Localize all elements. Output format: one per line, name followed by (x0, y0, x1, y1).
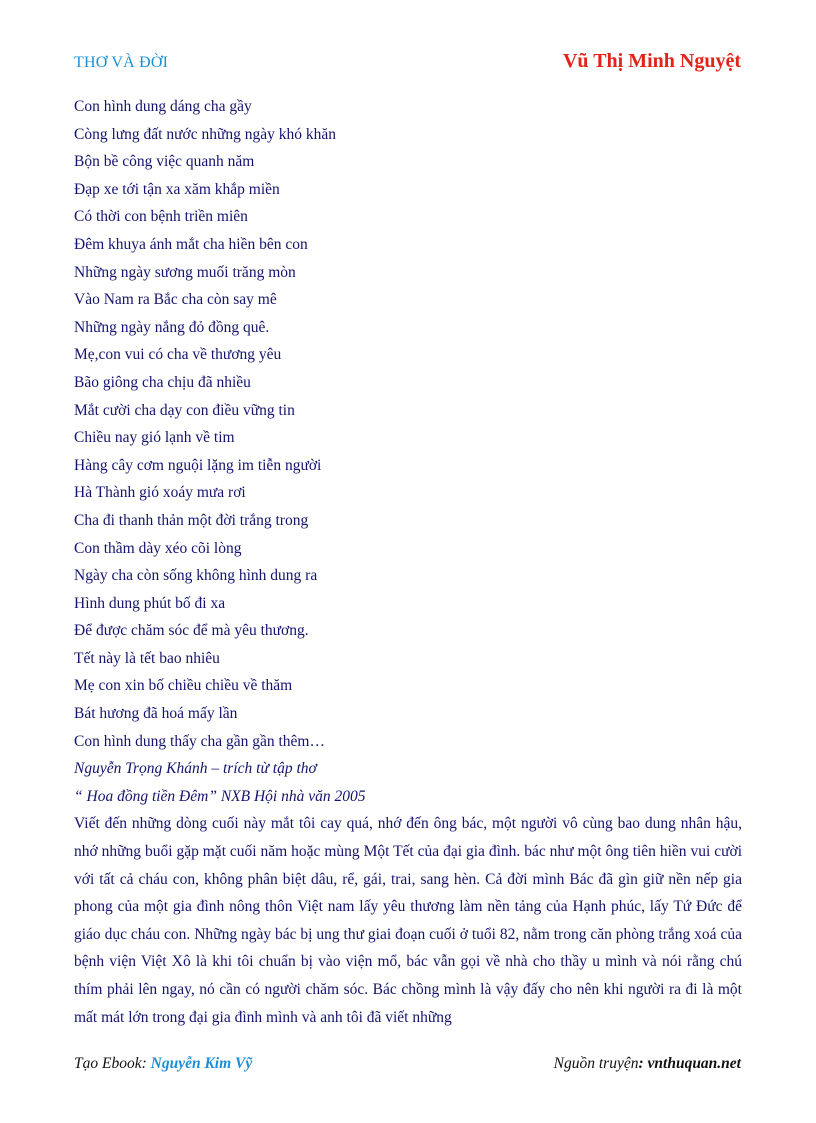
poem-line: Bộn bề công việc quanh năm (74, 153, 255, 171)
poem-line: Hình dung phút bố đi xa (74, 594, 226, 612)
poem-line: Những ngày nắng đỏ đồng quê. (74, 318, 270, 336)
poem (74, 93, 742, 755)
poem-line: Con thầm dày xéo cõi lòng (74, 539, 242, 557)
author-name: Vũ Thị Minh Nguyệt (562, 50, 741, 72)
poem-credit-author: Nguyễn Trọng Khánh – trích từ tập thơ (74, 760, 317, 778)
source-label: Nguồn truyện (553, 1055, 639, 1072)
poem-line: Con hình dung thấy cha gần gần thêm… (74, 732, 325, 750)
poem-line: Tết này là tết bao nhiêu (74, 649, 220, 667)
poem-line: Để được chăm sóc để mà yêu thương. (74, 622, 309, 640)
source-credit (554, 1055, 741, 1073)
poem-line: Bát hương đã hoá mấy lần (74, 705, 238, 723)
page-footer (74, 1055, 741, 1077)
poem-line: Đêm khuya ánh mắt cha hiền bên con (74, 235, 308, 253)
poem-credit-source: “ Hoa đồng tiền Đêm” NXB Hội nhà văn 2005 (74, 787, 366, 805)
poem-line: Mắt cười cha dạy con điều vững tin (74, 401, 295, 419)
ebook-label: Tạo Ebook (74, 1055, 142, 1072)
poem-line: Bão giông cha chịu đã nhiều (74, 373, 251, 391)
poem-line: Mẹ,con vui có cha về thương yêu (74, 346, 282, 364)
page-header (74, 50, 741, 76)
section-title: THƠ VÀ ĐỜI (74, 54, 169, 71)
poem-line: Hàng cây cơm nguội lặng im tiễn người (74, 456, 322, 474)
page-content (74, 93, 742, 1031)
poem-line: Còng lưng đất nước những ngày khó khăn (74, 125, 336, 143)
poem-line: Đạp xe tới tận xa xăm khắp miền (74, 180, 280, 198)
poem-line: Vào Nam ra Bắc cha còn say mê (74, 291, 277, 309)
ebook-credit (74, 1055, 252, 1073)
source-separator: : (638, 1055, 648, 1072)
poem-line: Con hình dung dáng cha gầy (74, 98, 252, 115)
prose-paragraph: Viết đến những dòng cuối này mắt tôi cay quá, nhớ đến ông bác, một người vô cùng bao dung nhân hậu, nhớ những buổi gặp mặt cuối năm hoặc mùng Một Tết của đại gia đình. bác như một ông tiên hiền vui cười với tất cả cháu con, không phân biệt dâu, rể, gái, trai, sang hèn. Cả đời mình Bác đã gìn giữ nền nếp gia phong của một gia đình nông thôn Việt nam lấy yêu thương làm nền tảng của Hạnh phúc, lấy Tứ Đức để giáo dục cháu con. Những ngày bác bị ung thư giai đoạn cuối ở tuổi 82, nằm trong căn phòng trắng xoá của bệnh viện Việt Xô là khi tôi chuẩn bị vào viện mổ, bác vẫn gọi về nhà cho thầy u mình và nói rằng chú thím phải lên ngay, nó cần có người chăm sóc. Bác chồng mình là vậy đấy cho nên khi người ra đi là một mất mát lớn trong đại gia đình mình và anh tôi đã viết những (74, 815, 742, 1026)
ebook-separator: : (141, 1055, 151, 1072)
poem-line: Có thời con bệnh triền miên (74, 208, 248, 226)
poem-line: Những ngày sương muối trăng mòn (74, 263, 296, 281)
poem-line: Cha đi thanh thản một đời trắng trong (74, 511, 309, 529)
ebook-creator-name: Nguyễn Kim Vỹ (150, 1055, 253, 1072)
poem-line: Mẹ con xin bố chiều chiều về thăm (74, 677, 293, 695)
source-site: vnthuquan.net (647, 1055, 741, 1072)
poem-line: Ngày cha còn sống không hình dung ra (74, 567, 318, 585)
poem-line: Hà Thành gió xoáy mưa rơi (74, 484, 246, 502)
poem-line: Chiều nay gió lạnh về tim (74, 429, 235, 447)
